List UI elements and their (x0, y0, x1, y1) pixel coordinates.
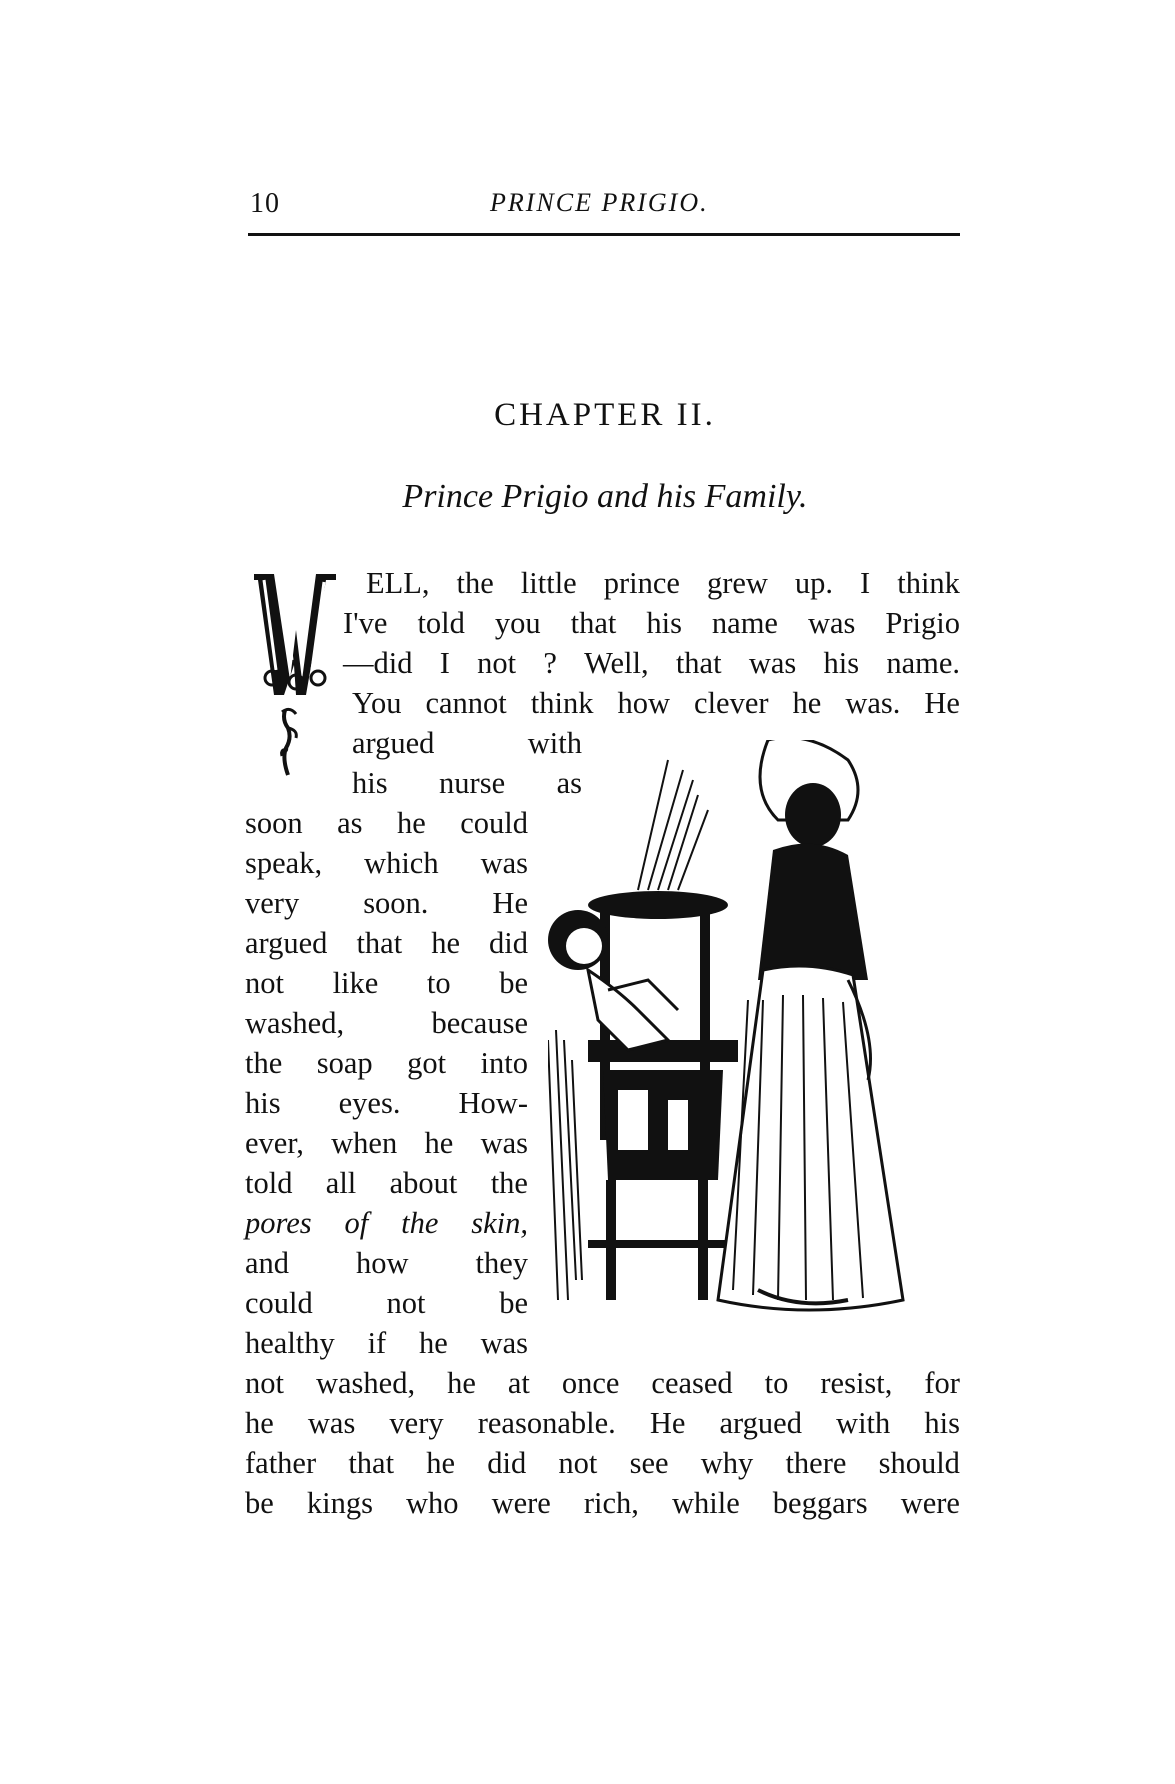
text-line: ever, when he was (245, 1126, 528, 1160)
text-line: and how they (245, 1246, 528, 1280)
text-line: washed, because (245, 1006, 528, 1040)
text-line: his eyes. How- (245, 1086, 528, 1120)
text-line: You cannot think how clever he was. He (352, 686, 960, 720)
text-line: healthy if he was (245, 1326, 528, 1360)
text-line: father that he did not see why there should (245, 1446, 960, 1480)
ornamental-dropcap-w-icon (252, 570, 337, 780)
text-line: pores of the skin, (245, 1206, 528, 1240)
text-line: not washed, he at once ceased to resist, for (245, 1366, 960, 1400)
running-head (250, 188, 960, 228)
text-line: argued that he did (245, 926, 528, 960)
text-line: told all about the (245, 1166, 528, 1200)
text-line: I've told you that his name was Prigio (343, 606, 960, 640)
text-line: soon as he could (245, 806, 528, 840)
text-line: speak, which was (245, 846, 528, 880)
text-line: he was very reasonable. He argued with his (245, 1406, 960, 1440)
text-line: very soon. He (245, 886, 528, 920)
nurse-and-child-illustration (548, 740, 988, 1350)
text-line: the soap got into (245, 1046, 528, 1080)
chapter-subtitle: Prince Prigio and his Family. (402, 478, 808, 515)
text-line: argued with (352, 726, 582, 760)
page-number: 10 (250, 188, 280, 219)
text-line: ELL, the little prince grew up. I think (366, 566, 960, 600)
text-line: be kings who were rich, while beggars were (245, 1486, 960, 1520)
text-line: —did I not ? Well, that was his name. (343, 646, 960, 680)
text-line: not like to be (245, 966, 528, 1000)
text-line: could not be (245, 1286, 528, 1320)
running-title: PRINCE PRIGIO. (490, 188, 709, 217)
text-line: his nurse as (352, 766, 582, 800)
header-rule (248, 233, 960, 236)
chapter-title: CHAPTER II. (494, 397, 716, 433)
